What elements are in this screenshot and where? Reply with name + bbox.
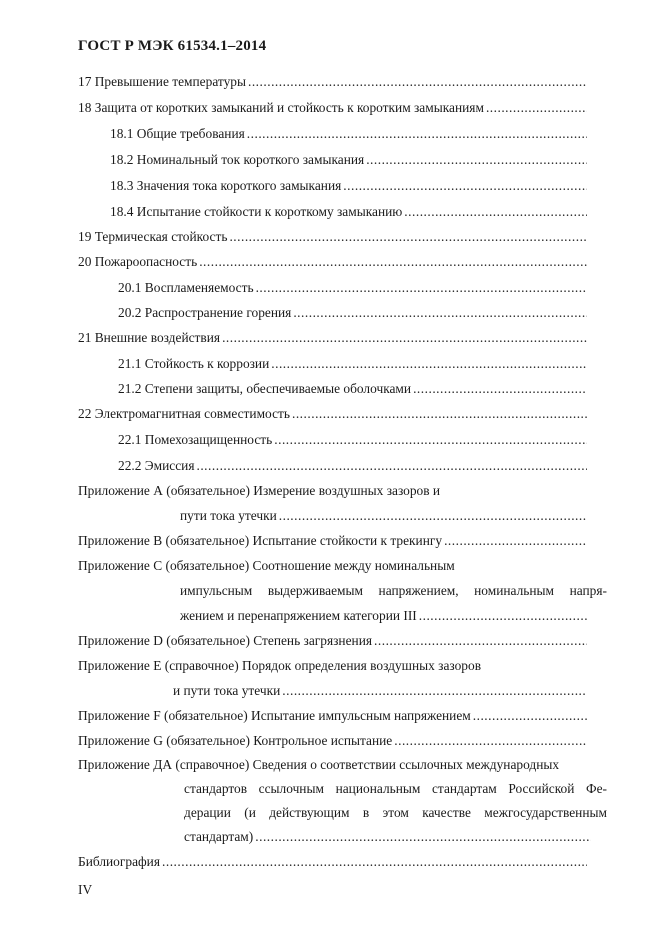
toc-entry-18-2[interactable] (110, 151, 587, 169)
dot-leader (256, 279, 587, 297)
toc-entry-appendix-d[interactable] (78, 632, 587, 650)
toc-entry-label: 20.2 Распространение горения (118, 305, 292, 320)
toc-entry-appendix-e-line1[interactable] (78, 657, 587, 675)
toc-entry-label: 18.2 Номинальный ток короткого замыкания (110, 152, 365, 167)
toc-entry-label: 18 Защита от коротких замыканий и стойкость к коротким замыканиям (78, 100, 484, 115)
toc-entry-18-4[interactable] (110, 203, 587, 221)
dot-leader (199, 253, 587, 271)
toc-entry-appendix-a-line1[interactable] (78, 482, 587, 500)
dot-leader (274, 431, 587, 449)
toc-entry-appendix-c-line2[interactable] (180, 582, 607, 600)
toc-entry-appendix-g[interactable] (78, 732, 587, 750)
toc-entry-20-1[interactable] (118, 279, 587, 297)
toc-entry-label: жением и перенапряжением категории III (180, 608, 417, 623)
toc-entry-21[interactable] (78, 329, 587, 347)
toc-entry-appendix-f[interactable] (78, 707, 587, 725)
toc-entry-label: Приложение F (обязательное) Испытание импульсным напряжением (78, 708, 471, 723)
toc-entry-label: 22.2 Эмиссия (118, 458, 195, 473)
toc-entry-18-1[interactable] (110, 125, 587, 143)
toc-entry-appendix-e-line2[interactable] (173, 682, 587, 700)
toc-entry-appendix-c-line1[interactable] (78, 557, 587, 575)
toc-entry-label: пути тока утечки (180, 508, 277, 523)
toc-entry-label: Приложение D (обязательное) Степень загрязнения (78, 633, 373, 648)
toc-entry-bibliography[interactable] (78, 853, 587, 871)
toc-entry-label: дерации (и действующим в этом качестве межгосударственным (184, 805, 607, 820)
standard-title: ГОСТ Р МЭК 61534.1–2014 (78, 38, 267, 54)
toc-entry-label: и пути тока утечки (173, 683, 281, 698)
toc-entry-22[interactable] (78, 405, 587, 423)
toc-entry-label: 22 Электромагнитная совместимость (78, 406, 290, 421)
toc-entry-label: 21.2 Степени защиты, обеспечиваемые оболочками (118, 381, 412, 396)
toc-entry-22-1[interactable] (118, 431, 587, 449)
toc-entry-label: 20.1 Воспламеняемость (118, 280, 254, 295)
toc-entry-label: импульсным выдерживаемым напряжением, номинальным напря- (180, 583, 607, 598)
dot-leader (222, 329, 587, 347)
dot-leader (282, 682, 587, 700)
dot-leader (366, 151, 587, 169)
toc-entry-21-2[interactable] (118, 380, 587, 398)
dot-leader (343, 177, 587, 195)
toc-entry-21-1[interactable] (118, 355, 587, 373)
toc-entry-18-3[interactable] (110, 177, 587, 195)
dot-leader (271, 355, 587, 373)
dot-leader (486, 99, 587, 117)
toc-entry-18[interactable] (78, 99, 587, 117)
toc-entry-appendix-da-line2[interactable] (184, 780, 607, 798)
dot-leader (229, 228, 587, 246)
toc-entry-appendix-da-line3[interactable] (184, 804, 607, 822)
toc-entry-label: Библиография (78, 854, 161, 869)
toc-entry-label: 17 Превышение температуры (78, 74, 246, 89)
toc-entry-20-2[interactable] (118, 304, 587, 322)
dot-leader (196, 457, 587, 475)
toc-entry-19[interactable] (78, 228, 587, 246)
toc-entry-label: 18.3 Значения тока короткого замыкания (110, 178, 342, 193)
dot-leader (293, 304, 587, 322)
dot-leader (444, 532, 587, 550)
toc-entry-label: 21.1 Стойкость к коррозии (118, 356, 270, 371)
toc-entry-appendix-b[interactable] (78, 532, 587, 550)
toc-entry-22-2[interactable] (118, 457, 587, 475)
toc-entry-label: 20 Пожароопасность (78, 254, 198, 269)
toc-entry-17[interactable] (78, 73, 587, 91)
toc-entry-label: Приложение В (обязательное) Испытание стойкости к трекингу (78, 533, 443, 548)
dot-leader (162, 853, 587, 871)
toc-entry-label: 21 Внешние воздействия (78, 330, 221, 345)
toc-entry-appendix-da-line1[interactable] (78, 756, 607, 774)
dot-leader (404, 203, 587, 221)
dot-leader (279, 507, 587, 525)
toc-entry-appendix-da-line4[interactable] (184, 828, 591, 846)
toc-entry-label: Приложение ДА (справочное) Сведения о соответствии ссылочных международных (78, 757, 560, 772)
toc-entry-label: 19 Термическая стойкость (78, 229, 228, 244)
toc-entry-label: 18.1 Общие требования (110, 126, 245, 141)
toc-entry-label: 18.4 Испытание стойкости к короткому замыканию (110, 204, 403, 219)
dot-leader (413, 380, 587, 398)
dot-leader (374, 632, 587, 650)
toc-entry-appendix-c-line3[interactable] (180, 607, 587, 625)
dot-leader (292, 405, 587, 423)
toc-entry-label: стандартам) (184, 829, 254, 844)
dot-leader (419, 607, 587, 625)
dot-leader (247, 125, 587, 143)
dot-leader (473, 707, 587, 725)
toc-entry-appendix-a-line2[interactable] (180, 507, 587, 525)
toc-entry-label: 22.1 Помехозащищенность (118, 432, 273, 447)
toc-entry-20[interactable] (78, 253, 587, 271)
toc-entry-label: Приложение Е (справочное) Порядок определения воздушных зазоров (78, 658, 482, 673)
toc-entry-label: Приложение А (обязательное) Измерение воздушных зазоров и (78, 483, 441, 498)
dot-leader (248, 73, 587, 91)
page-number: IV (78, 882, 93, 897)
toc-entry-label: стандартов ссылочным национальным стандартам Российской Фе- (184, 781, 607, 796)
dot-leader (255, 828, 591, 846)
dot-leader (394, 732, 587, 750)
toc-entry-label: Приложение G (обязательное) Контрольное испытание (78, 733, 393, 748)
toc-entry-label: Приложение С (обязательное) Соотношение между номинальным (78, 558, 455, 573)
